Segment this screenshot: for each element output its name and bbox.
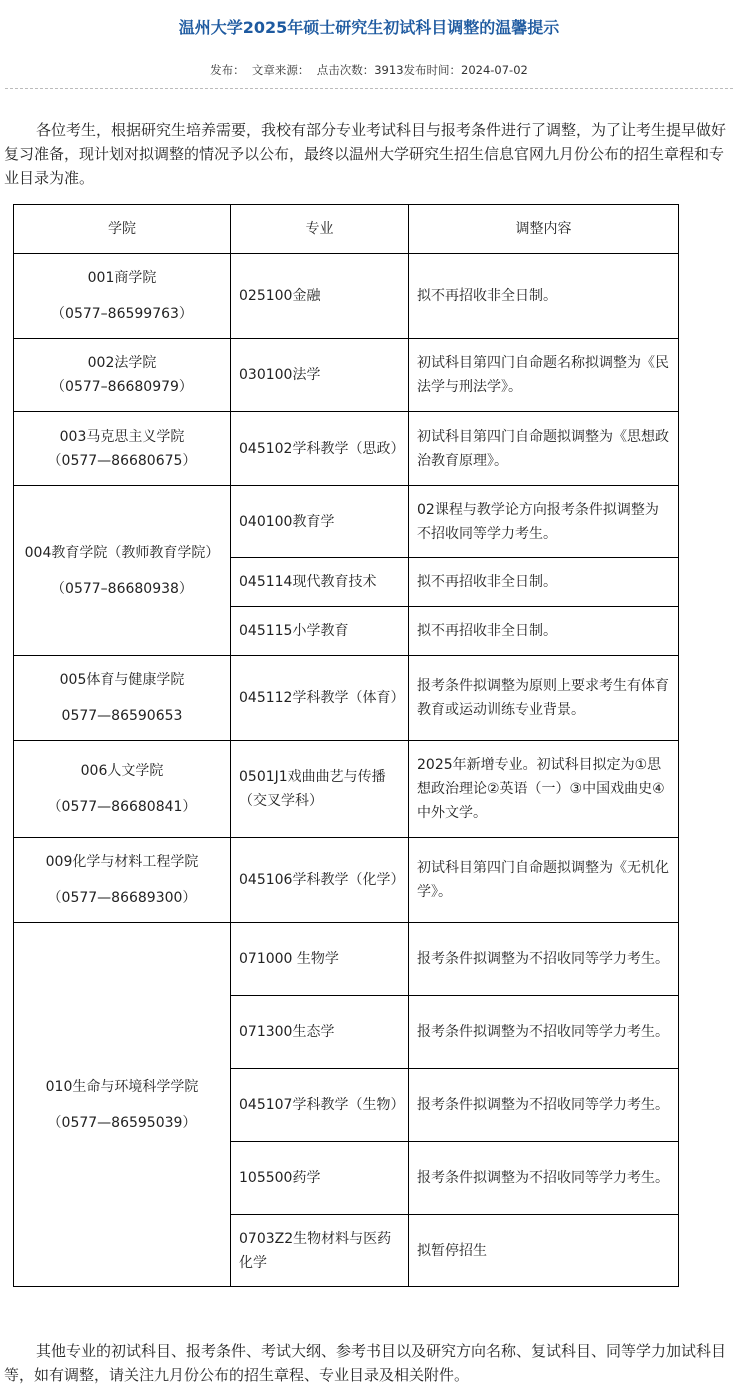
header-major: 专业	[231, 205, 409, 254]
major-cell: 040100教育学	[231, 486, 409, 558]
college-name: 006人文学院	[80, 763, 164, 779]
college-name: 002法学院	[87, 355, 157, 371]
college-name: 010生命与环境科学学院	[45, 1078, 199, 1095]
major-cell: 045106学科教学（化学）	[231, 838, 409, 923]
college-cell	[14, 741, 231, 838]
college-name: 004教育学院（教师教育学院）	[24, 544, 220, 561]
major-cell: 071300生态学	[231, 996, 409, 1069]
college-phone: （0577—86595039）	[47, 1114, 197, 1131]
college-cell	[14, 838, 231, 923]
table-row	[14, 741, 679, 838]
header-college: 学院	[14, 205, 231, 254]
closing-paragraph: 其他专业的初试科目、报考条件、考试大纲、参考书目以及研究方向名称、复试科目、同等学力加试科目等，如有调整，请关注九月份公布的招生章程、专业目录及相关附件。	[4, 1342, 727, 1384]
major-cell: 045112学科教学（体育）	[231, 656, 409, 741]
content-cell: 报考条件拟调整为原则上要求考生有体育教育或运动训练专业背景。	[409, 656, 679, 741]
header-content: 调整内容	[409, 205, 679, 254]
college-cell	[14, 412, 231, 486]
college-name: 005体育与健康学院	[59, 672, 185, 688]
content-cell: 报考条件拟调整为不招收同等学力考生。	[409, 996, 679, 1069]
college-phone: （0577–86680938）	[51, 580, 193, 597]
college-phone: （0577–86599763）	[51, 306, 193, 322]
college-name: 009化学与材料工程学院	[45, 854, 199, 870]
college-cell	[14, 339, 231, 412]
college-phone: （0577—86680675）	[47, 452, 197, 469]
adjustment-table	[13, 204, 679, 1287]
table-row	[14, 254, 679, 339]
major-cell: 025100金融	[231, 254, 409, 339]
content-cell: 报考条件拟调整为不招收同等学力考生。	[409, 1069, 679, 1142]
table-row	[14, 923, 679, 996]
major-cell: 071000 生物学	[231, 923, 409, 996]
table-header-row	[14, 205, 679, 254]
major-cell: 045107学科教学（生物）	[231, 1069, 409, 1142]
table-row	[14, 339, 679, 412]
college-cell	[14, 486, 231, 656]
college-cell	[14, 923, 231, 1287]
college-phone: 0577—86590653	[61, 708, 183, 724]
content-cell: 拟不再招收非全日制。	[409, 558, 679, 607]
table-row	[14, 412, 679, 486]
major-cell: 045115小学教育	[231, 607, 409, 656]
content-cell: 报考条件拟调整为不招收同等学力考生。	[409, 1142, 679, 1215]
college-phone: （0577–86680979）	[51, 379, 193, 395]
major-cell: 045114现代教育技术	[231, 558, 409, 607]
college-cell	[14, 254, 231, 339]
college-cell	[14, 656, 231, 741]
content-cell: 报考条件拟调整为不招收同等学力考生。	[409, 923, 679, 996]
major-cell: 105500药学	[231, 1142, 409, 1215]
content-cell: 拟不再招收非全日制。	[409, 254, 679, 339]
college-name: 003马克思主义学院	[59, 428, 185, 445]
intro-paragraph: 各位考生，根据研究生培养需要，我校有部分专业考试科目与报考条件进行了调整，为了让考生提早做好复习准备，现计划对拟调整的情况予以公布，最终以温州大学研究生招生信息官网九月份公布的招生章程和专业目录为准。	[4, 121, 727, 187]
college-phone: （0577—86680841）	[47, 799, 197, 815]
table-row	[14, 838, 679, 923]
article-meta: 发布： 文章来源： 点击次数：3913发布时间：2024-07-02	[210, 63, 528, 77]
divider	[5, 88, 733, 89]
table-row	[14, 656, 679, 741]
content-cell: 拟不再招收非全日制。	[409, 607, 679, 656]
content-cell: 初试科目第四门自命题拟调整为《思想政治教育原理》。	[409, 412, 679, 486]
content-cell: 02课程与教学论方向报考条件拟调整为不招收同等学力考生。	[409, 486, 679, 558]
content-cell: 初试科目第四门自命题拟调整为《无机化学》。	[409, 838, 679, 923]
table-row	[14, 486, 679, 558]
content-cell: 初试科目第四门自命题名称拟调整为《民法学与刑法学》。	[409, 339, 679, 412]
content-cell: 2025年新增专业。初试科目拟定为①思想政治理论②英语（一）③中国戏曲史④中外文学。	[409, 741, 679, 838]
major-cell: 030100法学	[231, 339, 409, 412]
major-cell: 045102学科教学（思政）	[231, 412, 409, 486]
major-cell: 0703Z2生物材料与医药化学	[231, 1215, 409, 1287]
article-title: 温州大学2025年硕士研究生初试科目调整的温馨提示	[178, 18, 560, 37]
college-phone: （0577—86689300）	[47, 890, 197, 906]
content-cell: 拟暂停招生	[409, 1215, 679, 1287]
college-name: 001商学院	[87, 270, 157, 286]
major-cell: 0501J1戏曲曲艺与传播（交叉学科）	[231, 741, 409, 838]
